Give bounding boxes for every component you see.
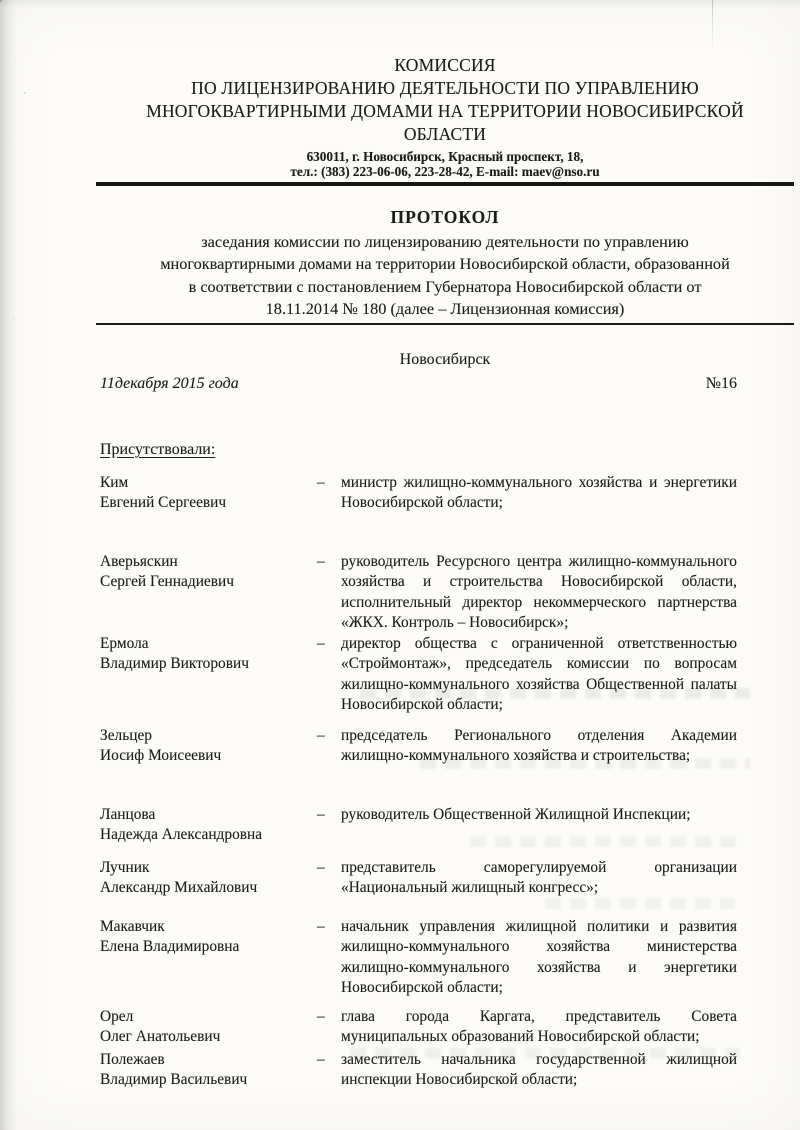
- attendee-role: министр жилищно-коммунального хозяйства и энергетики Новосибирской области;: [341, 473, 737, 512]
- attendee-dash: –: [317, 473, 325, 491]
- org-address: 630011, г. Новосибирск, Красный проспект, 18,: [306, 149, 584, 164]
- protocol-title: ПРОТОКОЛ: [390, 206, 500, 227]
- date-number-row: [96, 373, 794, 395]
- attendee-surname: Ланцова: [100, 805, 156, 823]
- attendee-dash: –: [317, 634, 325, 652]
- attendee-role: руководитель Общественной Жилищной Инспекции;: [341, 805, 691, 823]
- attendee-given-name: Елена Владимировна: [100, 938, 240, 956]
- attendee-surname: Лучник: [100, 858, 150, 876]
- attendee-given-name: Александр Михайлович: [100, 879, 258, 897]
- attendee-role: представитель саморегулируемой организации «Национальный жилищный конгресс»;: [341, 858, 737, 897]
- attendee-given-name: Надежда Александровна: [100, 826, 263, 844]
- attendee-name: [100, 858, 317, 899]
- attendee-role: глава города Каргата, представитель Совета муниципальных образований Новосибирской области;: [341, 1007, 737, 1046]
- protocol-subtitle-line: 18.11.2014 № 180 (далее – Лицензионная комиссия): [265, 299, 625, 318]
- attendee-given-name: Олег Анатольевич: [100, 1028, 221, 1046]
- org-contacts: тел.: (383) 223-06-06, 223-28-42, E-mail: maev@nso.ru: [290, 164, 600, 179]
- attendee-name: [100, 726, 317, 767]
- org-name-line: МНОГОКВАРТИРНЫМИ ДОМАМИ НА ТЕРРИТОРИИ НОВОСИБИРСКОЙ: [146, 101, 744, 121]
- attendee-name: [100, 805, 317, 846]
- attendee-row: [100, 805, 737, 846]
- attendee-role: директор общества с ограниченной ответственностью «Строймонтаж», председатель комиссии по вопросам жилищно-коммунального хозяйства Общественной палаты Новосибирской области;: [341, 634, 737, 714]
- attendees-list: [96, 473, 794, 1091]
- attendee-row: [100, 726, 737, 767]
- attendee-name: [100, 473, 317, 514]
- attendee-given-name: Владимир Викторович: [100, 655, 249, 673]
- attendee-given-name: Владимир Васильевич: [100, 1071, 248, 1089]
- protocol-number: №16: [705, 374, 737, 392]
- letterhead: [96, 0, 794, 179]
- protocol-date: 11декабря 2015 года: [100, 374, 239, 392]
- org-name-line: ПО ЛИЦЕНЗИРОВАНИЮ ДЕЯТЕЛЬНОСТИ ПО УПРАВЛЕНИЮ: [191, 78, 699, 98]
- attendee-row: [100, 634, 737, 716]
- attendee-name: [100, 552, 317, 634]
- letterhead-divider: [96, 182, 794, 186]
- attendees-heading: Присутствовали:: [100, 440, 216, 458]
- attendee-dash: –: [317, 726, 325, 744]
- attendee-row: [100, 858, 737, 899]
- org-name-line: ОБЛАСТИ: [403, 124, 487, 144]
- attendee-role: заместитель начальника государственной жилищной инспекции Новосибирской области;: [341, 1050, 737, 1089]
- protocol-subtitle: [96, 231, 794, 321]
- attendee-surname: Макавчик: [100, 917, 165, 935]
- attendee-surname: Ермола: [100, 634, 149, 652]
- attendee-surname: Орел: [100, 1007, 134, 1025]
- protocol-subtitle-line: заседания комиссии по лицензированию деятельности по управлению: [201, 231, 689, 251]
- attendee-dash: –: [317, 858, 325, 876]
- attendee-row: [100, 917, 737, 999]
- document-content: [96, 0, 794, 1091]
- attendee-role: начальник управления жилищной политики и развития жилищно-коммунального хозяйства министерства жилищно-коммунального хозяйства и энергетики Новосибирской области;: [341, 917, 737, 997]
- attendee-dash: –: [317, 1050, 325, 1068]
- attendee-row: [100, 1050, 737, 1091]
- attendee-dash: –: [317, 1007, 325, 1025]
- attendee-given-name: Иосиф Моисеевич: [100, 747, 222, 765]
- attendee-role: руководитель Ресурсного центра жилищно-коммунального хозяйства и строительства Новосибирской области, исполнительный директор некоммерческого партнерства «ЖКХ. Контроль – Новосибирск»;: [341, 552, 737, 632]
- scan-speckles: [0, 0, 2, 2]
- attendee-dash: –: [317, 552, 325, 570]
- org-name-line: КОМИССИЯ: [394, 55, 496, 75]
- attendee-row: [100, 1007, 737, 1048]
- attendee-surname: Аверьяскин: [100, 552, 178, 570]
- attendee-given-name: Евгений Сергеевич: [100, 494, 227, 512]
- protocol-subtitle-line: многоквартирными домами на территории Новосибирской области, образованной: [160, 254, 730, 273]
- attendee-surname: Полежаев: [100, 1050, 165, 1068]
- attendee-dash: –: [317, 805, 325, 823]
- attendee-dash: –: [317, 917, 325, 935]
- attendee-surname: Зельцер: [100, 726, 153, 744]
- attendee-name: [100, 1050, 317, 1091]
- attendee-name: [100, 1007, 317, 1048]
- attendee-role: председатель Регионального отделения Академии жилищно-коммунального хозяйства и строительства;: [341, 726, 737, 765]
- attendee-row: [100, 552, 737, 634]
- attendee-given-name: Сергей Геннадиевич: [100, 573, 235, 591]
- attendee-name: [100, 917, 317, 999]
- protocol-city: Новосибирск: [399, 350, 491, 368]
- title-divider: [96, 323, 794, 325]
- scan-edge-shadow: [0, 0, 16, 1130]
- protocol-subtitle-line: в соответствии с постановлением Губернатора Новосибирской области от: [188, 276, 702, 296]
- attendee-row: [100, 473, 737, 514]
- attendee-name: [100, 634, 317, 716]
- attendee-surname: Ким: [100, 473, 129, 491]
